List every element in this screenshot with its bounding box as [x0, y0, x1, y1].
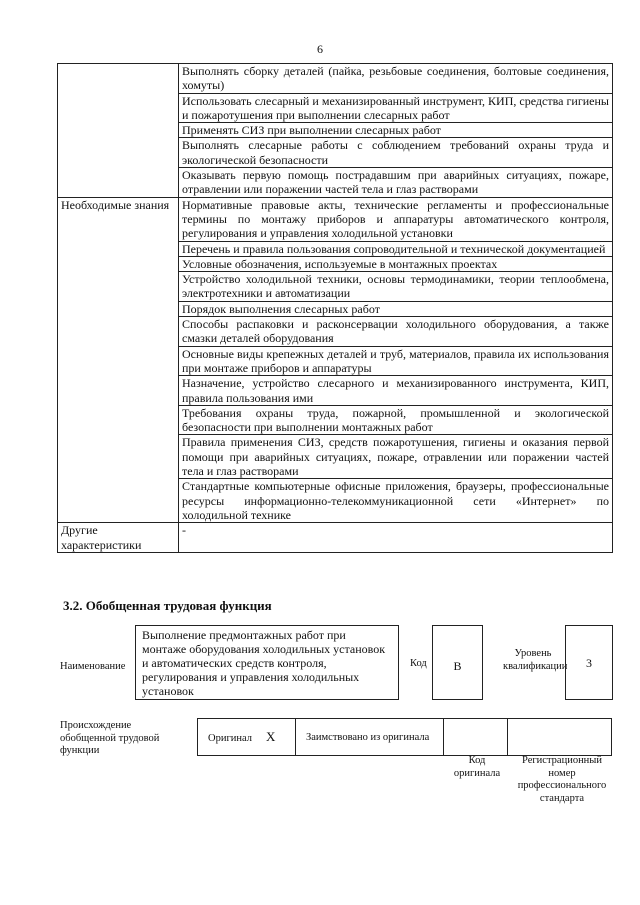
skill-item: Использовать слесарный и механизированный инструмент, КИП, средства гигиены и пожаротушения при выполнении слесарных работ [179, 93, 613, 123]
qualification-level-label: Уровень квалификации [503, 648, 568, 672]
knowledge-item: Правила применения СИЗ, средств пожаротушения, гигиены и оказания первой помощи при аварийных ситуациях, пожаре, отравлении или поражении частей тела и глаз растворами [179, 435, 613, 479]
knowledge-item: Устройство холодильной техники, основы термодинамики, теории теплообмена, электротехники и автоматизации [179, 272, 613, 302]
table-row [58, 64, 613, 94]
knowledge-item: Способы распаковки и расконсервации холодильного оборудования, а также смазки деталей оборудования [179, 317, 613, 347]
borrowed-cell: Заимствовано из оригинала [296, 719, 444, 756]
skill-item: Выполнять слесарные работы с соблюдением требований охраны труда и экологической безопасности [179, 138, 613, 168]
code-box [432, 625, 483, 700]
table-row [198, 719, 612, 756]
original-label: Оригинал [208, 733, 252, 744]
original-cell [198, 719, 296, 756]
qualification-level-value: 3 [586, 656, 592, 670]
knowledge-item: Основные виды крепежных деталей и труб, материалов, правила их использования при монтаже приборов и аппаратуры [179, 346, 613, 376]
origin-table [197, 718, 612, 756]
code-label: Код [410, 658, 427, 669]
registration-number-cell [508, 719, 612, 756]
other-characteristics-label: Другие характеристики [58, 523, 179, 553]
original-code-caption: Код оригинала [453, 755, 501, 779]
page-number: 6 [317, 42, 323, 56]
name-label: Наименование [60, 661, 126, 672]
knowledge-item: Требования охраны труда, пожарной, промышленной и экологической безопасности при выполнении монтажных работ [179, 405, 613, 435]
code-value: В [453, 659, 462, 673]
skills-knowledge-table [57, 63, 613, 553]
other-characteristics-value: - [179, 523, 613, 553]
knowledge-label: Необходимые знания [58, 197, 179, 523]
original-code-cell [444, 719, 508, 756]
function-name-box: Выполнение предмонтажных работ при монтаже оборудования холодильных установок и автоматических средств контроля, регулирования и управления холодильных установок [135, 625, 399, 700]
qualification-level-box [565, 625, 613, 700]
section-heading: 3.2. Обобщенная трудовая функция [63, 598, 272, 613]
knowledge-item: Назначение, устройство слесарного и механизированного инструмента, КИП, правила пользования ими [179, 376, 613, 406]
knowledge-item: Порядок выполнения слесарных работ [179, 301, 613, 316]
registration-number-caption: Регистрационный номер профессионального стандарта [517, 755, 607, 804]
knowledge-item: Нормативные правовые акты, технические регламенты и профессиональные термины по монтажу приборов и аппаратуры автоматического контроля, регулирования и управления холодильной установки [179, 197, 613, 241]
knowledge-item: Стандартные компьютерные офисные приложения, браузеры, профессиональные ресурсы информационно-телекоммуникационной сети «Интернет» по холодильной технике [179, 479, 613, 523]
skill-item: Применять СИЗ при выполнении слесарных работ [179, 123, 613, 138]
origin-label: Происхождение обобщенной трудовой функции [60, 720, 160, 756]
knowledge-item: Условные обозначения, используемые в монтажных проектах [179, 256, 613, 271]
table-row [58, 523, 613, 553]
original-mark: X [266, 729, 276, 744]
skill-item: Выполнять сборку деталей (пайка, резьбовые соединения, болтовые соединения, хомуты) [179, 64, 613, 94]
table-row [58, 197, 613, 241]
knowledge-item: Перечень и правила пользования сопроводительной и технической документацией [179, 241, 613, 256]
skill-item: Оказывать первую помощь пострадавшим при аварийных ситуациях, пожаре, отравлении или поражении частей тела и глаз растворами [179, 168, 613, 198]
skills-label-cell [58, 64, 179, 198]
